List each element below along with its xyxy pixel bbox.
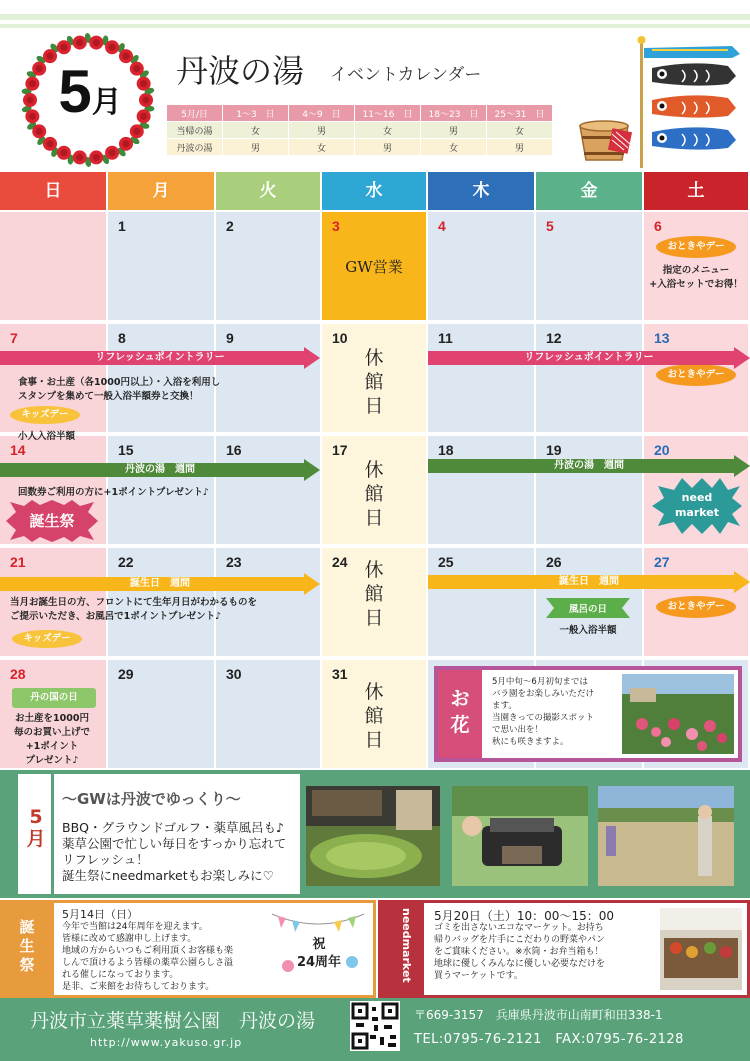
- calendar-cell: [644, 436, 750, 546]
- bath-day-ribbon: [546, 598, 630, 618]
- refresh-rally-arrow-2: [428, 348, 750, 368]
- birthday-week-arrow-2: [428, 572, 750, 592]
- bath-table-cell: 女: [355, 122, 421, 139]
- day-number: 6: [654, 218, 662, 234]
- header-stripe: [0, 24, 750, 28]
- day-number: 24: [332, 554, 348, 570]
- address: 〒669-3157 兵庫県丹波市山南町和田338-1: [414, 1008, 663, 1022]
- arrow-label: 丹波の湯 週間: [125, 464, 195, 475]
- day-number: 26: [546, 554, 562, 570]
- birthday-week-note: 当月お誕生日の方、フロントにて生年月日がわかるものを ご提示いただき、お風呂で1ポイントプレゼント♪: [10, 597, 258, 622]
- bath-table-header-cell: 25～31 日: [487, 105, 553, 122]
- calendar-cell: [0, 212, 108, 322]
- birthday-fest-label: 誕生祭: [19, 918, 35, 974]
- bath-table-header-cell: 5月/日: [167, 105, 223, 122]
- otokiya-day-badge: おときやデー: [656, 596, 736, 618]
- bath-table-header-cell: 1～3 日: [223, 105, 289, 122]
- weekday-header-1: 月: [108, 172, 216, 210]
- promo-month: 5月: [26, 806, 46, 850]
- day-number: 8: [118, 330, 126, 346]
- day-number: 27: [654, 554, 670, 570]
- bath-table-cell: 男: [223, 139, 289, 156]
- refresh-rally-arrow-1: [0, 348, 320, 368]
- arrow-label: リフレッシュポイントラリー: [524, 352, 654, 363]
- day-number: 15: [118, 442, 134, 458]
- day-number: 28: [10, 666, 26, 682]
- promo-body: BBQ・グラウンドゴルフ・薬草風呂も♪ 薬草公園で忙しい毎日をすっかり忘れて リフレッシュ！ 誕生祭にneedmarketもお楽しみに♡: [62, 820, 287, 883]
- market-photo: [660, 908, 742, 990]
- bath-table-header-cell: 18～23 日: [421, 105, 487, 122]
- website-link[interactable]: http://www.yakuso.gr.jp: [90, 1036, 243, 1049]
- maru-day-badge: 丹の国の日: [12, 688, 96, 708]
- day-number: 29: [118, 666, 134, 682]
- tamba-week-note: 回数券ご利用の方に+1ポイントプレゼント♪: [18, 487, 209, 498]
- arrow-label: 誕生日 週間: [130, 578, 190, 589]
- bbq-photo: [452, 786, 588, 886]
- month-label: 5月: [58, 58, 122, 125]
- needmarket-text: ゴミを出さないエコなマーケット。お持ち 帰りバッグを片手にこだわりの野菜やパン をご賞味ください。※水筒・お弁当箱も！ 地球に優しくみんなに優しい必要なだけを 買うマーケットです。: [434, 923, 606, 981]
- day-number: 9: [226, 330, 234, 346]
- qr-code-icon[interactable]: [350, 1001, 400, 1051]
- facility-name: 丹波市立薬草薬樹公園 丹波の湯: [30, 1010, 316, 1032]
- need-market-label: need market: [674, 491, 720, 519]
- day-number: 11: [438, 330, 453, 346]
- calendar-cell: [428, 548, 536, 658]
- bath-table-row-label: 当帰の湯: [167, 122, 223, 139]
- birthday-week-arrow-1: [0, 574, 320, 594]
- weekday-header-0: 日: [0, 172, 108, 210]
- day-number: 1: [118, 218, 126, 234]
- calendar-cell: [108, 660, 216, 770]
- bath-table-cell: 女: [421, 139, 487, 156]
- calendar-cell: [536, 212, 644, 322]
- anniversary-text: 祝 24周年: [296, 937, 342, 970]
- closed-day-label: 休館日: [364, 459, 384, 529]
- calendar-cell: [108, 212, 216, 322]
- calendar-cell: [322, 660, 428, 770]
- bath-table-cell: 男: [355, 139, 421, 156]
- calendar-cell: [536, 436, 644, 546]
- bath-table-row: [167, 139, 553, 156]
- closed-day-label: 休館日: [364, 347, 384, 417]
- calendar-cell: [536, 324, 644, 434]
- calendar-cell: [644, 324, 750, 434]
- page-title: 丹波の湯: [176, 52, 305, 90]
- refresh-rally-note: 食事・お土産（各1000円以上）・入浴を利用し スタンプを集めて一般入浴半額券と交換！: [18, 377, 221, 402]
- day-number: 18: [438, 442, 454, 458]
- otokiya-note: 指定のメニュー +入浴セットでお得！: [649, 265, 743, 290]
- maru-day-note: お土産を1000円 毎のお買い上げで +1ポイント プレゼント♪: [13, 713, 90, 766]
- birthday-fest-date: 5月14日（日）: [62, 908, 138, 921]
- promo-title: ～GWは丹波でゆっくり～: [62, 790, 241, 808]
- day-number: 20: [654, 442, 670, 458]
- day-number: 14: [10, 442, 26, 458]
- anniversary-badge: [268, 906, 368, 992]
- day-number: 4: [438, 218, 446, 234]
- day-number: 5: [546, 218, 554, 234]
- bath-table-cell: 女: [289, 139, 355, 156]
- day-number: 21: [10, 554, 26, 570]
- arrow-label: 誕生日 週間: [559, 576, 619, 587]
- calendar-cell: [536, 548, 644, 658]
- day-number: 10: [332, 330, 348, 346]
- phone-fax: TEL:0795-76-2121 FAX:0795-76-2128: [414, 1032, 684, 1047]
- birthday-fest-label: 誕生祭: [29, 512, 75, 530]
- need-market-starburst: [652, 478, 742, 534]
- flower-text: 5月中旬～6月初旬までは バラ園をお楽しみいただけ ます。 当園きっての撮影スポット で思い出を！ 秋にも咲きますよ。: [492, 677, 595, 747]
- calendar-cell: [322, 324, 428, 434]
- calendar-cell: [216, 212, 322, 322]
- day-number: 7: [10, 330, 18, 346]
- kids-day-badge: キッズデー: [10, 406, 80, 424]
- tamba-week-arrow-1: [0, 460, 320, 480]
- bath-table-cell: 男: [421, 122, 487, 139]
- bath-table-header: [167, 105, 553, 122]
- day-number: 13: [654, 330, 670, 346]
- birthday-fest-text: 今年で当館は24年周年を迎えます。 皆様に改めて感謝申し上げます。 地域の方からいつもご利用頂くお客様も楽 しんで頂けるよう皆様の薬草公園らしさ溢 れる催しになっております。 是非、ご来館をお待ちしております。: [62, 922, 234, 992]
- event-calendar: [0, 172, 750, 768]
- calendar-cell: [322, 212, 428, 322]
- tamba-week-arrow-2: [428, 456, 750, 476]
- arrow-label: リフレッシュポイントラリー: [95, 352, 225, 363]
- bath-rotation-table: [166, 104, 553, 156]
- day-number: 22: [118, 554, 134, 570]
- weekday-header-5: 金: [536, 172, 644, 210]
- page-subtitle: イベントカレンダー: [330, 65, 482, 85]
- header-stripe: [0, 14, 750, 20]
- bath-table-row-label: 丹波の湯: [167, 139, 223, 156]
- bath-day-note: 一般入浴半額: [559, 625, 617, 636]
- day-number: 17: [332, 442, 348, 458]
- day-number: 31: [332, 666, 348, 682]
- weekday-header-2: 火: [216, 172, 322, 210]
- calendar-cell: [428, 212, 536, 322]
- calendar-cell: [322, 436, 428, 546]
- day-number: 19: [546, 442, 562, 458]
- day-number: 23: [226, 554, 242, 570]
- calendar-cell: [216, 660, 322, 770]
- ground-golf-photo: [598, 786, 734, 886]
- bath-table-cell: 男: [289, 122, 355, 139]
- needmarket-label: needmarket: [400, 908, 413, 983]
- weekday-header-4: 木: [428, 172, 536, 210]
- flower-title: お花: [450, 688, 470, 736]
- bath-day-label: 風呂の日: [568, 604, 607, 615]
- calendar-cell: [428, 324, 536, 434]
- flower-title-tab: [438, 670, 482, 758]
- bath-table-cell: 男: [487, 139, 553, 156]
- flower-panel: [434, 666, 742, 762]
- kids-day-badge: キッズデー: [12, 630, 82, 648]
- closed-day-label: 休館日: [364, 681, 384, 751]
- bath-table-header-cell: 11～16 日: [355, 105, 421, 122]
- weekday-header-6: 土: [644, 172, 750, 210]
- calendar-cell: [428, 436, 536, 546]
- kids-note: 小人入浴半額: [18, 431, 76, 442]
- needmarket-date: 5月20日（土）10：00～15：00: [434, 909, 614, 923]
- bath-table-cell: 女: [487, 122, 553, 139]
- arrow-label: 丹波の湯 週間: [554, 460, 624, 471]
- rose-garden-photo: [622, 674, 734, 754]
- day-number: 12: [546, 330, 562, 346]
- weekday-header-3: 水: [322, 172, 428, 210]
- day-number: 16: [226, 442, 242, 458]
- calendar-cell: [644, 212, 750, 322]
- spring-water-photo: [306, 786, 440, 886]
- bath-table-cell: 女: [223, 122, 289, 139]
- bath-table-header-cell: 4～9 日: [289, 105, 355, 122]
- birthday-fest-starburst: [6, 500, 98, 542]
- gw-open-label: GW営業: [345, 258, 403, 276]
- day-number: 2: [226, 218, 234, 234]
- koinobori-icon: [632, 36, 744, 168]
- otokiya-day-badge: おときやデー: [656, 236, 736, 258]
- day-number: 3: [332, 218, 340, 234]
- day-number: 30: [226, 666, 242, 682]
- otokiya-day-badge: おときやデー: [656, 364, 736, 386]
- calendar-cell: [0, 660, 108, 770]
- day-number: 25: [438, 554, 454, 570]
- bath-table-row: [167, 122, 553, 139]
- calendar-cell: [322, 548, 428, 658]
- wooden-bucket-icon: [574, 112, 634, 164]
- closed-day-label: 休館日: [364, 559, 384, 629]
- calendar-cell: [644, 548, 750, 658]
